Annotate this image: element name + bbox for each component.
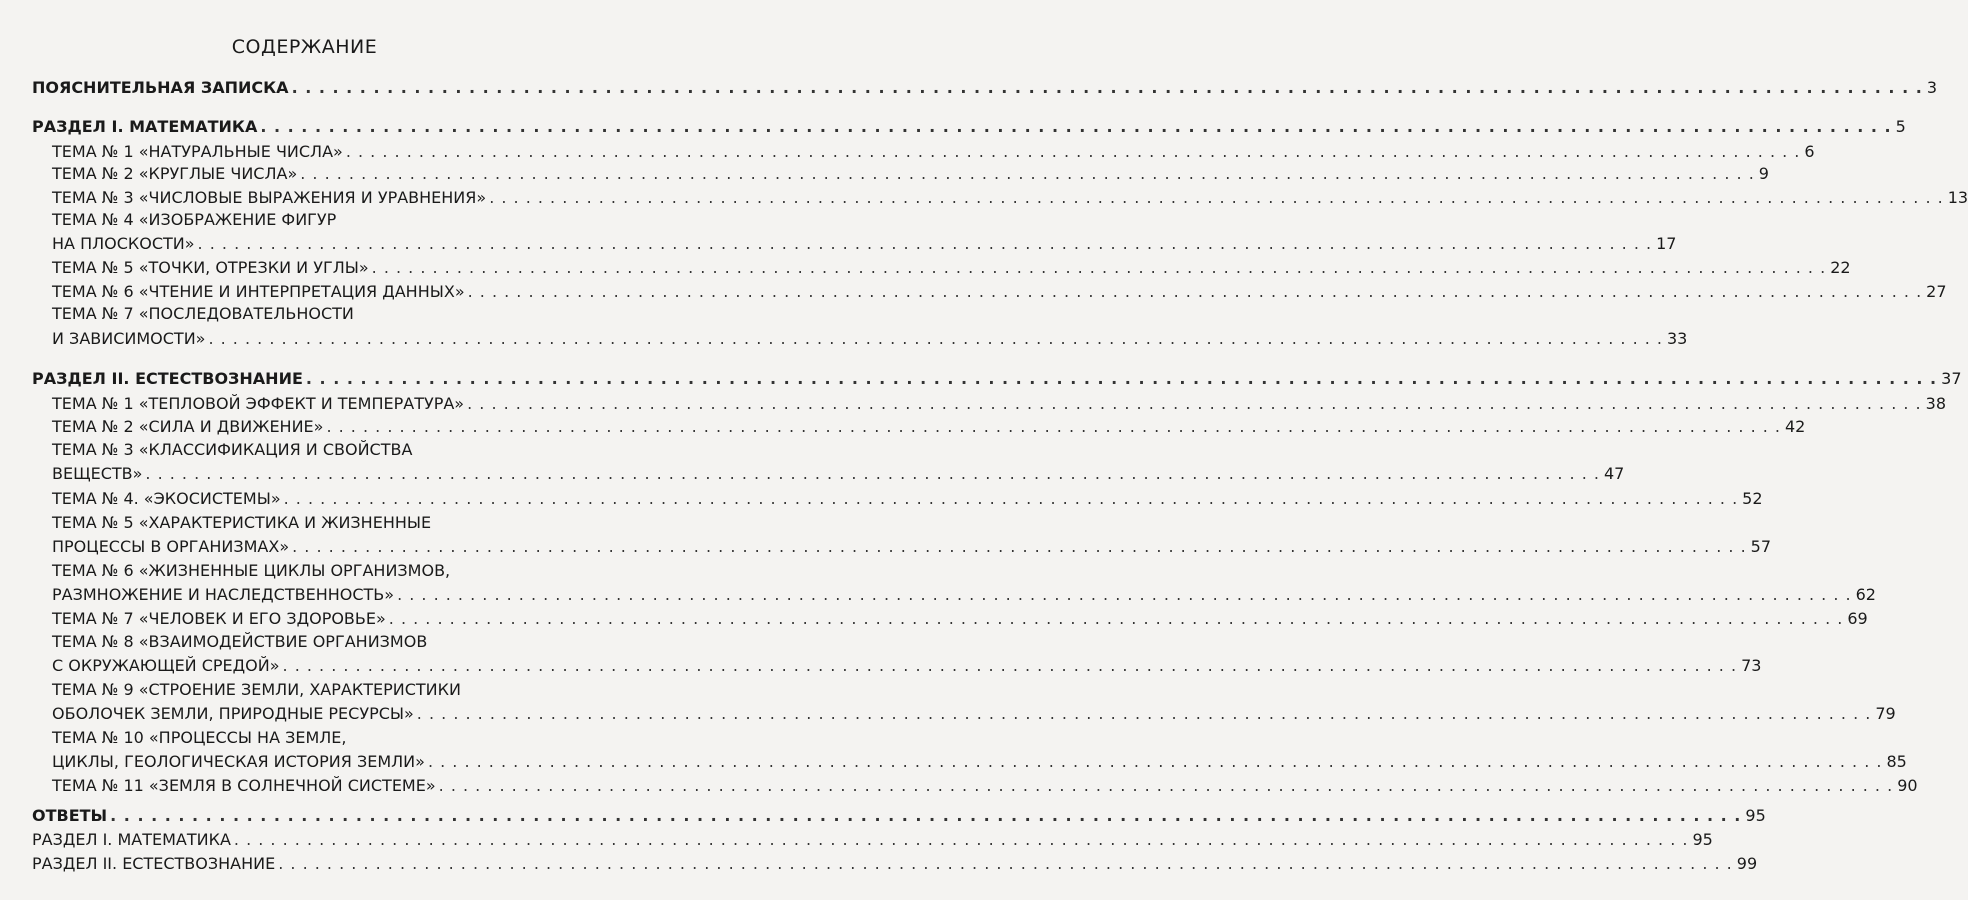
dot-leader: . . . . . . . . . . . . . . . . . . . . . . . . . . . . . . . . . . . . . . . . . . . . . . . . . . . . . . . . . . . . . . . . . . . . . . . . . . . . . . . . . . . . . . . . . . . . . . . . . . . . . . . . . . . . . . . . . . . . . . . . [282, 656, 1738, 675]
dot-leader: . . . . . . . . . . . . . . . . . . . . . . . . . . . . . . . . . . . . . . . . . . . . . . . . . . . . . . . . . . . . . . . . . . . . . . . . . . . . . . . . . . . . . . . . . . . . . . . . . . . . . . . . . . . . . . . . . . . . . . . . [438, 776, 1894, 795]
toc-entry-title: ОТВЕТЫ [32, 806, 108, 825]
toc-page-number: 13 [1947, 188, 1968, 207]
toc-page-number: 9 [1758, 164, 1769, 183]
toc-entry-title: ТЕМА № 2 «СИЛА И ДВИЖЕНИЕ» [52, 417, 324, 436]
dot-leader: . . . . . . . . . . . . . . . . . . . . . . . . . . . . . . . . . . . . . . . . . . . . . . . . . . . . . . . . . . . . . . . . . . . . . . . . . . . . . . . . . . . . . . . . . . . . . . . . . . . . . . . . . . . . . . . . . . . . . . . . [397, 585, 1852, 604]
dot-leader: . . . . . . . . . . . . . . . . . . . . . . . . . . . . . . . . . . . . . . . . . . . . . . . . . . . . . . . . . . . . . . . . . . . . . . . . . . . . . . . . . . . . . . . . . . . . . . . . . . . . . . . . . . . . . . . . . . . . . . . . [467, 282, 1923, 301]
toc-page-number: 62 [1855, 585, 1876, 604]
toc-entry[interactable] [0, 609, 1868, 629]
toc-entry[interactable] [0, 164, 1769, 184]
toc-entry-title: ТЕМА № 3 «ЧИСЛОВЫЕ ВЫРАЖЕНИЯ И УРАВНЕНИЯ» [52, 188, 487, 207]
toc-entry[interactable] [0, 369, 1962, 389]
dot-leader: . . . . . . . . . . . . . . . . . . . . . . . . . . . . . . . . . . . . . . . . . . . . . . . . . . . . . . . . . . . . . . . . . . . . . . . . . . . . . . . . . . . . . . . . . . . . . . . . . . . . . . . . . . . . . . . . . . . . . . . . [283, 489, 1739, 508]
dot-leader: . . . . . . . . . . . . . . . . . . . . . . . . . . . . . . . . . . . . . . . . . . . . . . . . . . . . . . . . . . . . . . . . . . . . . . . . . . . . . . . . . . . . . . . . . . . . . . . . . . . . . . . . . . . . . . . . . . . . . . . . [300, 164, 1755, 183]
toc-page-number: 90 [1897, 776, 1918, 795]
toc-page-number: 6 [1804, 142, 1815, 161]
dot-leader: . . . . . . . . . . . . . . . . . . . . . . . . . . . . . . . . . . . . . . . . . . . . . . . . . . . . . . . . . . . . . . . . . . . . . . . . . . . . . . . . . . . . . . . . . . . . . . . . . . . . . . . . . . . . . . . . . . . . . . . . [278, 854, 1733, 873]
toc-page-number: 99 [1736, 854, 1758, 873]
toc-entry-title-line: ТЕМА № 7 «ПОСЛЕДОВАТЕЛЬНОСТИ [52, 304, 354, 323]
dot-leader: . . . . . . . . . . . . . . . . . . . . . . . . . . . . . . . . . . . . . . . . . . . . . . . . . . . . . . . . . . . . . . . . . . . . . . . . . . . . . . . . . . . . . . . . . . . . . . . . . . . . . . . . . . . . . . . . . . . . . . . . [489, 188, 1944, 207]
toc-page-number: 38 [1925, 394, 1946, 413]
toc-entry[interactable] [0, 329, 1688, 349]
toc-entry-title-line: ТЕМА № 8 «ВЗАИМОДЕЙСТВИЕ ОРГАНИЗМОВ [52, 632, 428, 651]
toc-entry-title: ТЕМА № 5 «ТОЧКИ, ОТРЕЗКИ И УГЛЫ» [52, 258, 369, 277]
toc-entry[interactable] [0, 656, 1762, 676]
toc-entry-title: ТЕМА № 11 «ЗЕМЛЯ В СОЛНЕЧНОЙ СИСТЕМЕ» [52, 776, 436, 795]
toc-page-number: 37 [1941, 369, 1962, 388]
dot-leader: . . . . . . . . . . . . . . . . . . . . . . . . . . . . . . . . . . . . . . . . . . . . . . . . . . . . . . . . . . . . . . . . . . . . . . . . . . . . . . . . . . . . . . . . . . . . . . . . . . . . . . . . . . . . . . . . . . . . . . . . [292, 537, 1747, 556]
toc-entry-title: РАЗДЕЛ II. ЕСТЕСТВОЗНАНИЕ [32, 854, 276, 873]
toc-entry-title: ТЕМА № 1 «ТЕПЛОВОЙ ЭФФЕКТ И ТЕМПЕРАТУРА» [52, 394, 465, 413]
toc-entry-title-line: ТЕМА № 3 «КЛАССИФИКАЦИЯ И СВОЙСТВА [52, 440, 413, 459]
page-title: СОДЕРЖАНИЕ [231, 36, 378, 58]
toc-entry[interactable] [0, 417, 1806, 437]
toc-entry-title: РАЗДЕЛ I. МАТЕМАТИКА [32, 830, 231, 849]
dot-leader: . . . . . . . . . . . . . . . . . . . . . . . . . . . . . . . . . . . . . . . . . . . . . . . . . . . . . . . . . . . . . . . . . . . . . . . . . . . . . . . . . . . . . . . . . . . . . . . . . . . . . . . . . . . . . . . . . . . . . . . . [467, 394, 1922, 413]
toc-page-number: 69 [1847, 609, 1868, 628]
toc-entry-title-line: ТЕМА № 6 «ЖИЗНЕННЫЕ ЦИКЛЫ ОРГАНИЗМОВ, [52, 561, 451, 580]
toc-entry-title: НА ПЛОСКОСТИ» [52, 234, 195, 253]
toc-page-number: 5 [1895, 117, 1906, 136]
toc-entry-title: ЦИКЛЫ, ГЕОЛОГИЧЕСКАЯ ИСТОРИЯ ЗЕМЛИ» [52, 752, 425, 771]
toc-page-number: 47 [1603, 464, 1625, 483]
dot-leader: . . . . . . . . . . . . . . . . . . . . . . . . . . . . . . . . . . . . . . . . . . . . . . . . . . . . . . . . . . . . . . . . . . . . . . . . . . . . . . . . . . . . . . . . . . . . . . . . . . . . . . . . . . . . . . . . . . . . . . . . [233, 830, 1689, 849]
toc-entry[interactable] [0, 234, 1677, 254]
dot-leader: . . . . . . . . . . . . . . . . . . . . . . . . . . . . . . . . . . . . . . . . . . . . . . . . . . . . . . . . . . . . . . . . . . . . . . . . . . . . . . . . . . . . . . . . . . . . . . . . . . . . . . . . . . . . . . . . . . . . . . . . [388, 609, 1844, 628]
toc-page-number: 95 [1692, 830, 1713, 849]
toc-entry-title: И ЗАВИСИМОСТИ» [52, 329, 206, 348]
dot-leader: . . . . . . . . . . . . . . . . . . . . . . . . . . . . . . . . . . . . . . . . . . . . . . . . . . . . . . . . . . . . . . . . . . . . . . . . . . . . . . . . . . . . . . . . . . . . . . . . . . . . . . . . . . . . . . . . . . . . . . . . [427, 752, 1883, 771]
toc-entry-title-line: ТЕМА № 4 «ИЗОБРАЖЕНИЕ ФИГУР [52, 210, 337, 229]
toc-entry-title-line: ТЕМА № 9 «СТРОЕНИЕ ЗЕМЛИ, ХАРАКТЕРИСТИКИ [52, 680, 461, 699]
toc-page-number: 22 [1830, 258, 1851, 277]
toc-entry[interactable] [0, 394, 1946, 414]
toc-entry-title: ТЕМА № 2 «КРУГЛЫЕ ЧИСЛА» [52, 164, 298, 183]
toc-entry-title: РАЗДЕЛ II. ЕСТЕСТВОЗНАНИЕ [32, 369, 303, 388]
toc-entry-title: С ОКРУЖАЮЩЕЙ СРЕДОЙ» [52, 656, 280, 675]
toc-page-number: 27 [1926, 282, 1947, 301]
dot-leader: . . . . . . . . . . . . . . . . . . . . . . . . . . . . . . . . . . . . . . . . . . . . . . . . . . . . . . . . . . . . . . . . . . . . . . . . . . . . . . . . . . . . . . . . . . . . . . . . . . . . . . . . . . . . . . . . . . . . . . . . [260, 117, 1892, 136]
dot-leader: . . . . . . . . . . . . . . . . . . . . . . . . . . . . . . . . . . . . . . . . . . . . . . . . . . . . . . . . . . . . . . . . . . . . . . . . . . . . . . . . . . . . . . . . . . . . . . . . . . . . . . . . . . . . . . . . . . . . . . . . [291, 78, 1923, 97]
toc-page-number: 33 [1667, 329, 1688, 348]
toc-entry[interactable] [0, 537, 1772, 557]
toc-page-number: 42 [1785, 417, 1806, 436]
toc-page-number: 95 [1745, 806, 1766, 825]
toc-entry-title: РАЗМНОЖЕНИЕ И НАСЛЕДСТВЕННОСТЬ» [52, 585, 395, 604]
toc-entry[interactable] [0, 489, 1763, 509]
dot-leader: . . . . . . . . . . . . . . . . . . . . . . . . . . . . . . . . . . . . . . . . . . . . . . . . . . . . . . . . . . . . . . . . . . . . . . . . . . . . . . . . . . . . . . . . . . . . . . . . . . . . . . . . . . . . . . . . . . . . . . . . [345, 142, 1801, 161]
toc-entry[interactable] [0, 704, 1896, 724]
toc-entry[interactable] [0, 752, 1907, 772]
toc-entry-title: ПРОЦЕССЫ В ОРГАНИЗМАХ» [52, 537, 290, 556]
toc-entry[interactable] [0, 117, 1906, 137]
toc-entry-title: ТЕМА № 4. «ЭКОСИСТЕМЫ» [52, 489, 281, 508]
toc-entry[interactable] [0, 142, 1815, 162]
dot-leader: . . . . . . . . . . . . . . . . . . . . . . . . . . . . . . . . . . . . . . . . . . . . . . . . . . . . . . . . . . . . . . . . . . . . . . . . . . . . . . . . . . . . . . . . . . . . . . . . . . . . . . . . . . . . . . . . . . . . . . . . [197, 234, 1653, 253]
toc-entry-title: ВЕЩЕСТВ» [52, 464, 143, 483]
toc-entry[interactable] [0, 78, 1937, 98]
toc-entry-title: ПОЯСНИТЕЛЬНАЯ ЗАПИСКА [32, 78, 289, 97]
toc-entry-title: ТЕМА № 1 «НАТУРАЛЬНЫЕ ЧИСЛА» [52, 142, 343, 161]
dot-leader: . . . . . . . . . . . . . . . . . . . . . . . . . . . . . . . . . . . . . . . . . . . . . . . . . . . . . . . . . . . . . . . . . . . . . . . . . . . . . . . . . . . . . . . . . . . . . . . . . . . . . . . . . . . . . . . . . . . . . . . . [305, 369, 1938, 388]
toc-entry[interactable] [0, 282, 1947, 302]
toc-page-number: 17 [1656, 234, 1677, 253]
toc-page-number: 85 [1886, 752, 1907, 771]
toc-entry-title-line: ТЕМА № 5 «ХАРАКТЕРИСТИКА И ЖИЗНЕННЫЕ [52, 513, 432, 532]
toc-entry[interactable] [0, 258, 1851, 278]
dot-leader: . . . . . . . . . . . . . . . . . . . . . . . . . . . . . . . . . . . . . . . . . . . . . . . . . . . . . . . . . . . . . . . . . . . . . . . . . . . . . . . . . . . . . . . . . . . . . . . . . . . . . . . . . . . . . . . . . . . . . . . . [326, 417, 1781, 436]
toc-entry[interactable] [0, 776, 1918, 796]
toc-page-number: 3 [1926, 78, 1937, 97]
toc-entry[interactable] [0, 854, 1758, 874]
dot-leader: . . . . . . . . . . . . . . . . . . . . . . . . . . . . . . . . . . . . . . . . . . . . . . . . . . . . . . . . . . . . . . . . . . . . . . . . . . . . . . . . . . . . . . . . . . . . . . . . . . . . . . . . . . . . . . . . . . . . . . . . [371, 258, 1827, 277]
dot-leader: . . . . . . . . . . . . . . . . . . . . . . . . . . . . . . . . . . . . . . . . . . . . . . . . . . . . . . . . . . . . . . . . . . . . . . . . . . . . . . . . . . . . . . . . . . . . . . . . . . . . . . . . . . . . . . . . . . . . . . . . [145, 464, 1600, 483]
toc-page-number: 79 [1875, 704, 1896, 723]
toc-entry-title-line: ТЕМА № 10 «ПРОЦЕССЫ НА ЗЕМЛЕ, [52, 728, 347, 747]
dot-leader: . . . . . . . . . . . . . . . . . . . . . . . . . . . . . . . . . . . . . . . . . . . . . . . . . . . . . . . . . . . . . . . . . . . . . . . . . . . . . . . . . . . . . . . . . . . . . . . . . . . . . . . . . . . . . . . . . . . . . . . . [416, 704, 1872, 723]
toc-page-number: 73 [1741, 656, 1762, 675]
dot-leader: . . . . . . . . . . . . . . . . . . . . . . . . . . . . . . . . . . . . . . . . . . . . . . . . . . . . . . . . . . . . . . . . . . . . . . . . . . . . . . . . . . . . . . . . . . . . . . . . . . . . . . . . . . . . . . . . . . . . . . . . [208, 329, 1663, 348]
toc-entry-title: ТЕМА № 6 «ЧТЕНИЕ И ИНТЕРПРЕТАЦИЯ ДАННЫХ» [52, 282, 465, 301]
toc-entry-title: ТЕМА № 7 «ЧЕЛОВЕК И ЕГО ЗДОРОВЬЕ» [52, 609, 386, 628]
toc-page-number: 52 [1742, 489, 1763, 508]
toc-entry[interactable] [0, 464, 1625, 484]
toc-entry[interactable] [0, 806, 1766, 826]
toc-entry-title: ОБОЛОЧЕК ЗЕМЛИ, ПРИРОДНЫЕ РЕСУРСЫ» [52, 704, 414, 723]
toc-entry[interactable] [0, 585, 1876, 605]
dot-leader: . . . . . . . . . . . . . . . . . . . . . . . . . . . . . . . . . . . . . . . . . . . . . . . . . . . . . . . . . . . . . . . . . . . . . . . . . . . . . . . . . . . . . . . . . . . . . . . . . . . . . . . . . . . . . . . . . . . . . . . . [110, 806, 1742, 825]
toc-entry[interactable] [0, 188, 1968, 208]
toc-entry[interactable] [0, 830, 1713, 850]
toc-page-number: 57 [1750, 537, 1772, 556]
toc-entry-title: РАЗДЕЛ I. МАТЕМАТИКА [32, 117, 258, 136]
